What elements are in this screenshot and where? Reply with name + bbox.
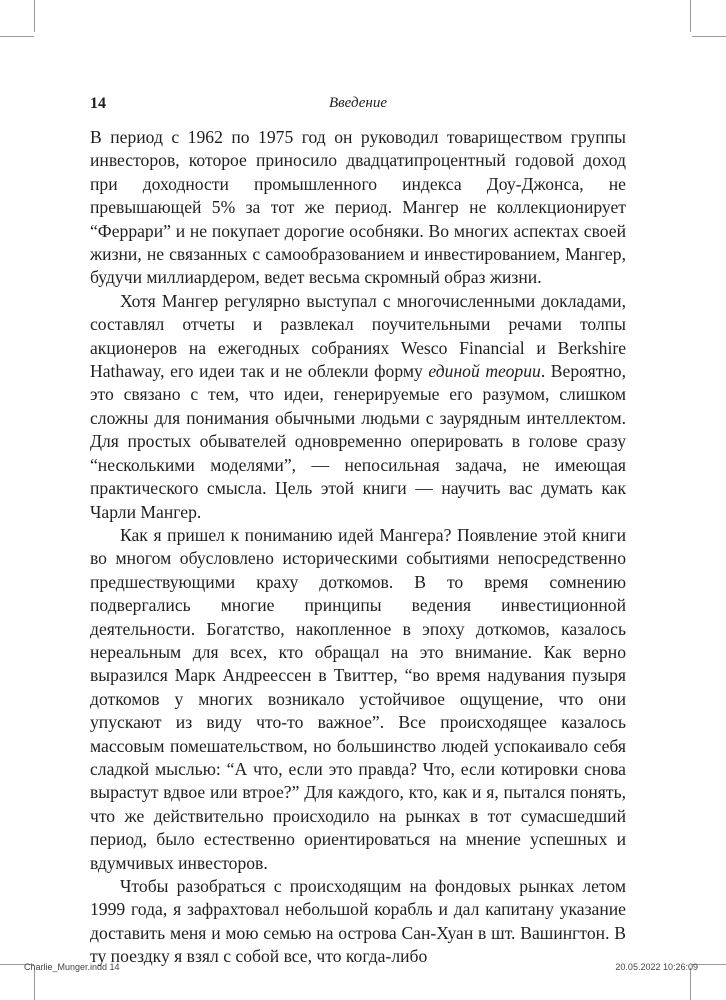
body-text — [90, 126, 626, 969]
paragraph-1 — [90, 126, 626, 290]
paragraph-3 — [90, 524, 626, 875]
paragraph-4-text: Чтобы разобраться с происходящим на фондовых рынках летом 1999 года, я зафрахтовал небольшой корабль и дал капитану указание доставить меня и мою семью на острова Сан-Хуан в шт. Вашингтон. В ту поездку я взял с собой все, что когда-либо — [90, 876, 626, 967]
crop-mark-right-top — [692, 36, 726, 37]
page-header — [90, 95, 626, 117]
running-title: Введение — [329, 95, 387, 111]
paragraph-2-text-start: Хотя Мангер регулярно выступал с многочисленными докладами, составлял отчеты и развлекал поучительными речами толпы акционеров на ежегодных собраниях Wesco Financial и Berkshire Hathaway, его идеи так и не облекли форму — [90, 290, 626, 382]
crop-mark-bottom-left — [34, 968, 35, 1000]
crop-mark-left-top — [0, 36, 34, 37]
slug-date-time: 20.05.2022 10:26:09 — [615, 962, 698, 972]
paragraph-2-text-end: . Вероятно, это связано с тем, что идеи, генерируемые его разумом, слишком сложны для понимания обычными людьми с заурядным интеллектом. Для простых обывателей одновременно оперировать в голове сразу “несколькими моделями”, — непосильная задача, не имеющая практического смысла. Цель этой книги — научить вас думать как Чарли Мангер. — [90, 361, 626, 522]
crop-mark-bottom-right — [690, 968, 691, 1000]
paragraph-3-text: Как я пришел к пониманию идей Мангера? Появление этой книги во многом обусловлено историческими событиями непосредственно предшествующими краху доткомов. В то время сомнению подвергались многие принципы ведения инвестиционной деятельности. Богатство, накопленное в эпоху доткомов, казалось нереальным для всех, кто обращал на это внимание. Как верно выразился Марк Андреессен в Твиттер, “во время надувания пузыря доткомов у многих возникало устойчивое ощущение, что они упускают из виду что-то важное”. Все происходящее казалось массовым помешательством, но большинство людей успокаивало себя сладкой мыслью: “А что, если это правда? Что, если котировки снова вырастут вдвое или втрое?” Для каждого, кто, как и я, пытался понять, что же действительно происходило на рынках в тот сумасшедший период, было естественно ориентироваться на мнение успешных и вдумчивых инвесторов. — [90, 524, 626, 873]
page-number: 14 — [90, 95, 106, 112]
slug-file-name: Charlie_Munger.indd 14 — [24, 962, 120, 972]
paragraph-2-emphasis: единой теории — [428, 361, 541, 382]
paragraph-1-text: В период с 1962 по 1975 год он руководил товариществом группы инвесторов, которое приносило двадцатипроцентный годовой доход при доходности промышленного индекса Доу-Джонса, не превышающей 5% за тот же период. Мангер не коллекционирует “Феррари” и не покупает дорогие особняки. Во многих аспектах своей жизни, не связанных с самообразованием и инвестированием, Мангер, будучи миллиардером, ведет весьма скромный образ жизни. — [90, 127, 626, 288]
crop-mark-top-left — [34, 0, 35, 32]
paragraph-2 — [90, 290, 626, 524]
paragraph-4 — [90, 875, 626, 969]
crop-mark-top-right — [690, 0, 691, 32]
